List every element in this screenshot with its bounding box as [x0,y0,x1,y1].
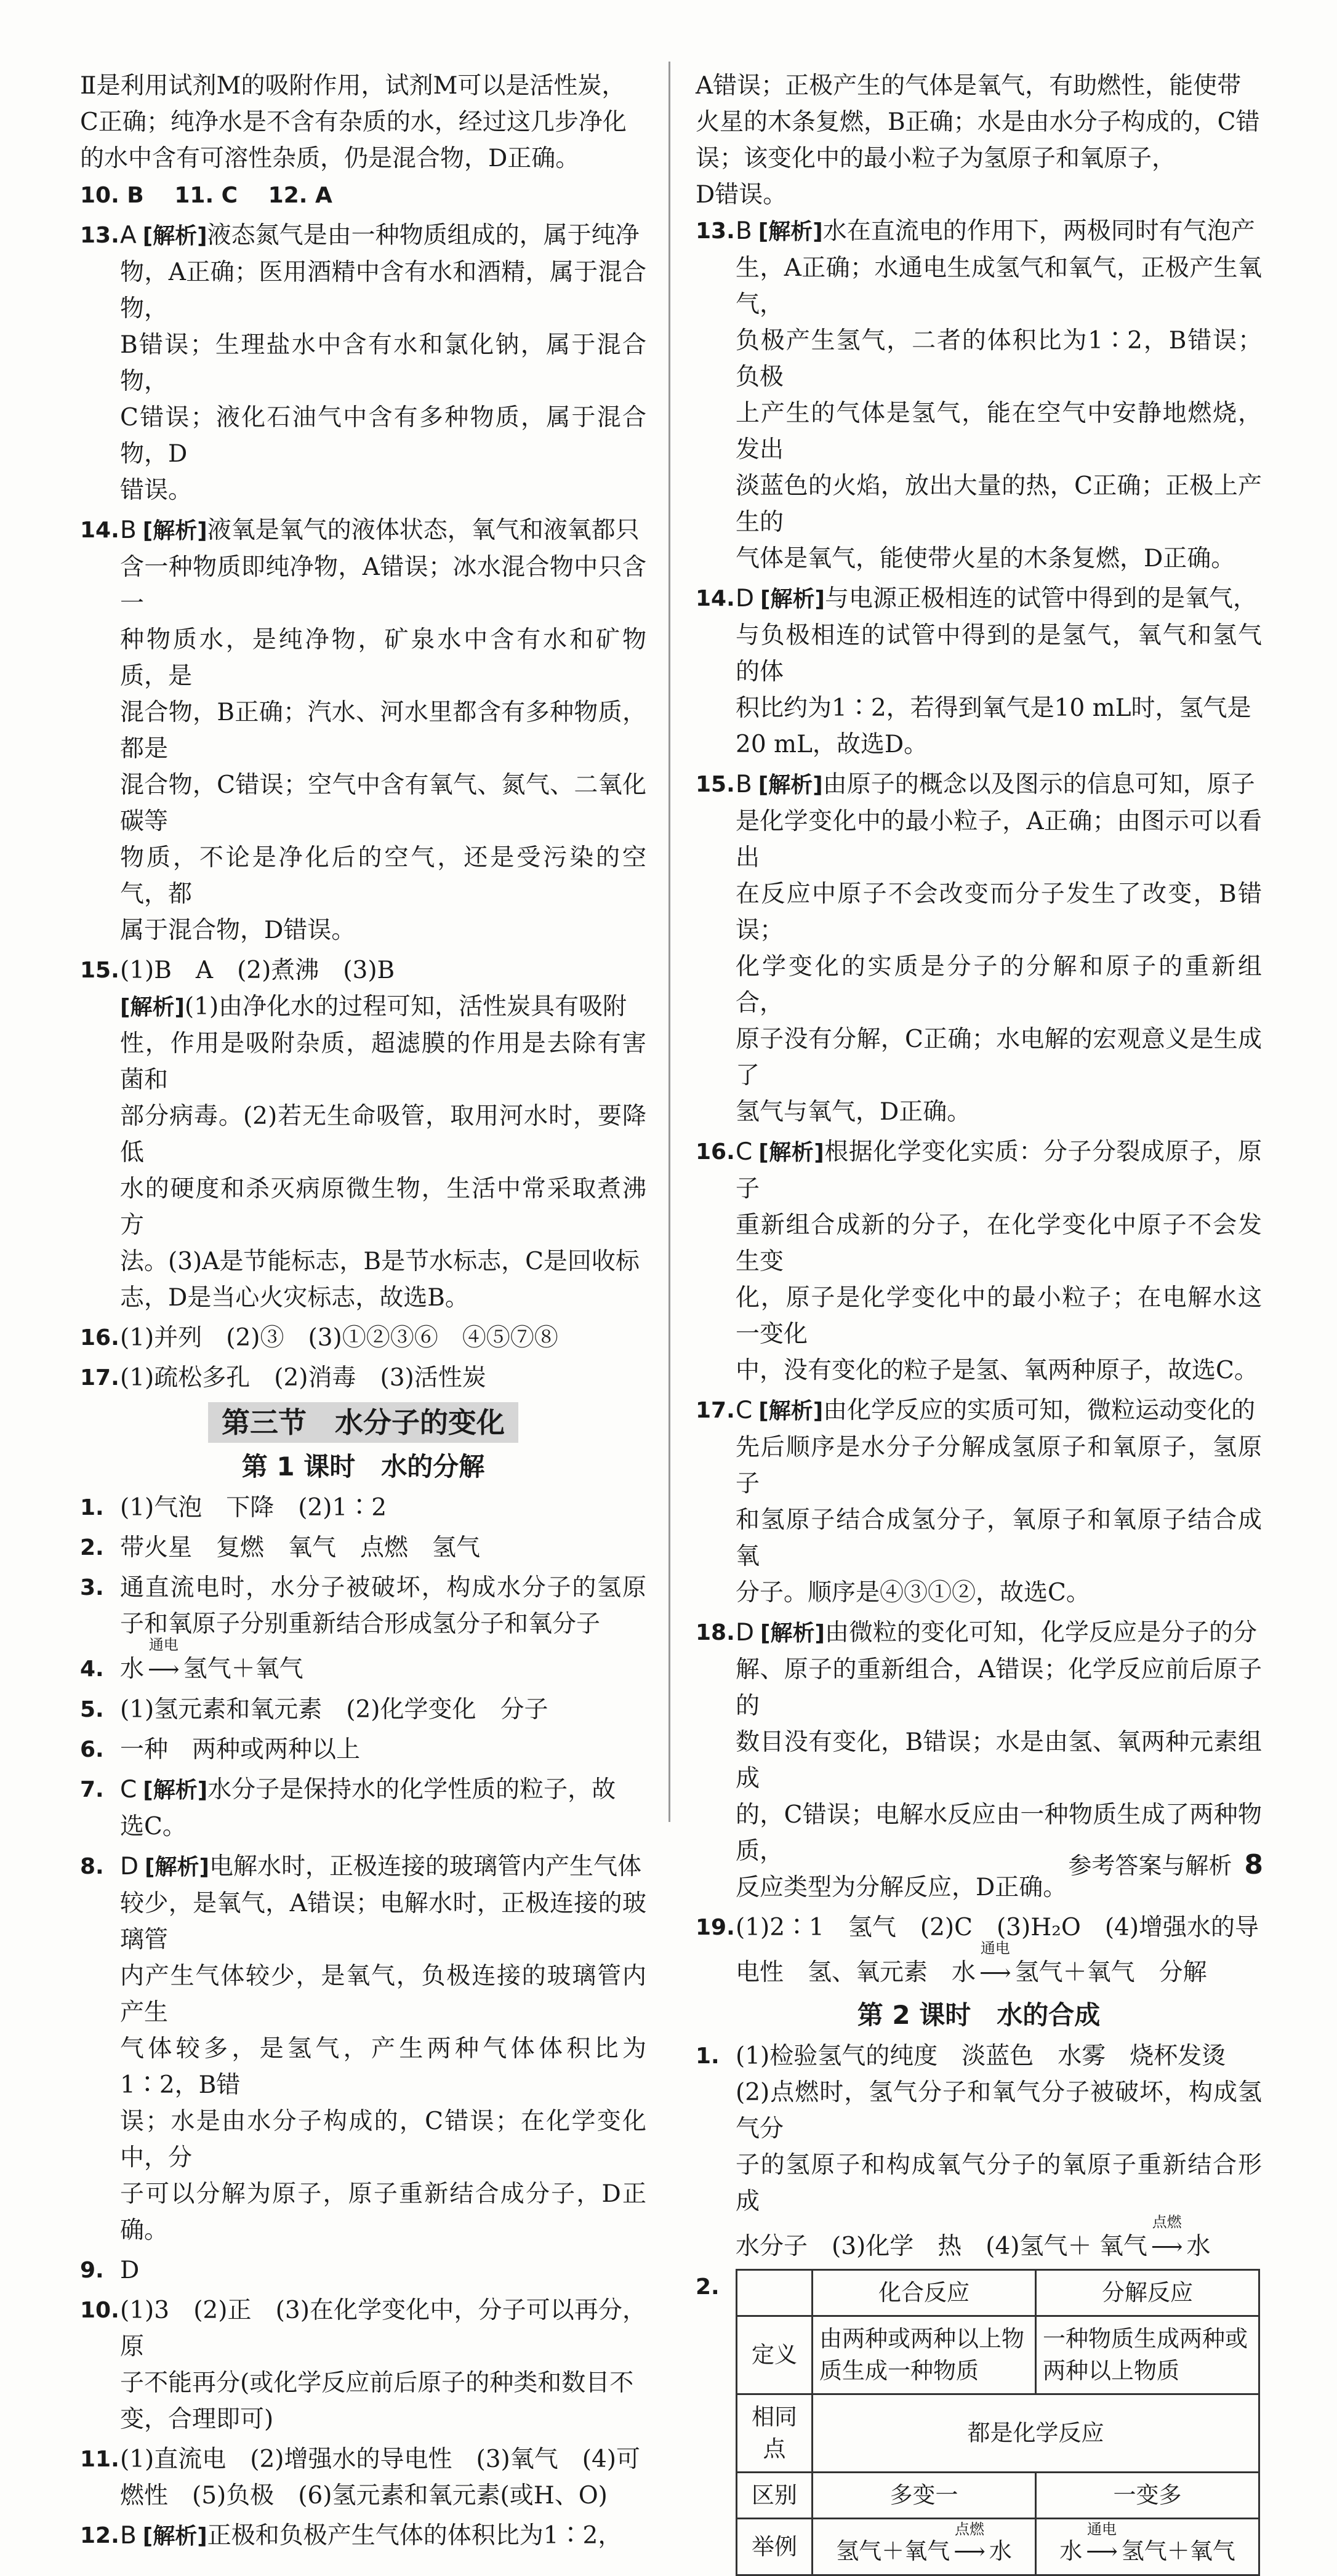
l1-answer-6 [80,1731,646,1768]
row-label: 定义 [737,2316,813,2394]
answer-text: (1)疏松多孔 (2)消毒 (3)活性炭 [120,1364,486,1392]
analysis-text: 混合物，C错误；空气中含有氧气、氮气、二氧化碳等 [120,771,646,835]
answer-text: (2)点燃时，氢气分子和氧气分子被破坏，构成氢气分 [736,2079,1262,2143]
question-number: 15. [80,958,119,983]
analysis-text: 原子没有分解，C正确；水电解的宏观意义是生成了 [736,1025,1262,1089]
intro-line: 火星的木条复燃，B正确；水是由水分子构成的，C错 [696,108,1260,136]
r-answer-17 [696,1392,1262,1611]
answer-choice: D [736,585,755,612]
lesson-title: 第 2 课时 水的合成 [857,2000,1101,2030]
analysis-tag: [解析] [758,219,823,244]
table-header: 分解反应 [1036,2270,1259,2316]
question-number: 1. [696,2044,720,2069]
reaction-condition: 通电 [148,1636,179,1653]
answer-10: 10. B [80,183,144,208]
question-number: 1. [80,1495,104,1520]
lesson-title: 第 1 课时 水的分解 [241,1451,485,1482]
analysis-text: 水的硬度和杀灭病原微生物，生活中常采取煮沸方 [120,1175,646,1239]
question-number: 3. [80,1575,104,1600]
question-number: 16. [696,1139,735,1165]
analysis-text: 根据化学变化实质：分子分裂成原子，原子 [736,1138,1262,1203]
section-title [80,1402,646,1443]
analysis-text: 种物质水，是纯净物，矿泉水中含有水和矿物质，是 [120,626,646,690]
question-number: 18. [696,1620,735,1645]
analysis-text: 上产生的气体是氢气，能在空气中安静地燃烧，发出 [736,399,1262,463]
equation-product: 氢气＋氧气 [1121,2538,1235,2564]
question-number: 9. [80,2258,104,2283]
answer-17 [80,1360,646,1396]
analysis-text: 先后顺序是水分子分解成氢原子和氧原子，氢原子 [736,1434,1262,1498]
l2-answer-1 [696,2038,1262,2265]
reaction-arrow: 通电 ⟶ [976,1954,1015,1991]
answer-choice: D [120,1853,139,1880]
footer-label: 参考答案与解析 [1068,1852,1232,1879]
analysis-text: 属于混合物，D错误。 [120,917,356,944]
answer-choice: D [736,1619,755,1647]
answer-text: (1)气泡 下降 (2)1∶2 [120,1494,387,1522]
reaction-arrow: 点燃 ⟶ [950,2535,989,2568]
analysis-tag: [解析] [760,587,825,612]
question-number: 14. [696,586,735,611]
question-number: 16. [80,1325,119,1350]
analysis-text: 子可以分解为原子，原子重新结合成分子，D正确。 [120,2180,646,2244]
question-number: 10. [80,2298,119,2323]
table-row [737,2473,1259,2519]
analysis-text: 混合物，B正确；汽水、河水里都含有多种物质，都是 [120,699,646,763]
equation-product: 水 [989,2538,1012,2564]
r-answer-13 [696,213,1262,577]
answer-text: (1)3 (2)正 (3)在化学变化中，分子可以再分，原 [120,2297,646,2361]
analysis-text: 解、原子的重新组合，A错误；化学反应前后原子的 [736,1656,1262,1720]
analysis-text: 较少，是氧气，A错误；电解水时，正极连接的玻璃管 [120,1890,646,1954]
table-row [737,2519,1259,2575]
intro-line: 误；该变化中的最小粒子为氢原子和氧原子， [696,145,1176,172]
answer-choice: (1)B A (2)煮沸 (3)B [120,957,395,984]
l1-answer-4 [80,1636,646,1688]
reaction-arrow: 点燃 ⟶ [1147,2228,1187,2265]
answer-14 [80,512,646,949]
analysis-text: 氢气与氧气，D正确。 [736,1098,971,1126]
analysis-tag: [解析] [142,223,207,249]
analysis-text: 法。(3)A是节能标志，B是节水标志，C是回收标 [120,1248,640,1275]
analysis-text: 分子。顺序是④③①②，故选C。 [736,1579,1090,1607]
l1-answer-12 [80,2518,646,2554]
analysis-text: 部分病毒。(2)若无生命吸管，取用河水时，要降低 [120,1102,646,1166]
answer-text: D [120,2257,140,2284]
question-number: 14. [80,518,119,543]
table-cell: 由两种或两种以上物质生成一种物质 [813,2316,1036,2394]
table-row [737,2270,1259,2316]
right-column [696,68,1262,2576]
l1-answer-9 [80,2252,646,2289]
answer-choice: B [736,217,752,245]
left-column [80,68,646,2558]
table-header: 化合反应 [813,2270,1036,2316]
analysis-tag: [解析] [758,1140,824,1165]
l1-answer-2 [80,1530,646,1566]
question-number: 2. [696,2274,720,2300]
l1-answer-7 [80,1772,646,1845]
question-number: 17. [696,1398,735,1423]
answer-text: 燃性 (5)负极 (6)氢元素和氧元素(或H、O) [120,2482,608,2510]
analysis-text: 反应类型为分解反应，D正确。 [736,1874,1067,1901]
table-cell [813,2519,1036,2575]
analysis-text: 志，D是当心火灾标志，故选B。 [120,1284,469,1312]
l1-answer-1 [80,1490,646,1526]
analysis-text: 淡蓝色的火焰，放出大量的热，C正确；正极上产生的 [736,472,1262,536]
answer-choice: B [120,516,137,544]
question-number: 11. [80,2447,119,2472]
question-number: 7. [80,1777,104,1802]
question-number: 13. [80,223,119,248]
analysis-tag: [解析] [145,1855,209,1880]
intro-line: A错误；正极产生的气体是氧气，有助燃性，能使带 [696,72,1242,100]
analysis-text: 由微粒的变化可知，化学反应是分子的分 [824,1619,1257,1647]
r-answer-15 [696,766,1262,1130]
answer-16 [80,1320,646,1356]
analysis-text: 误；水是由水分子构成的，C错误；在化学变化中，分 [120,2108,646,2172]
question-number: 12. [80,2523,119,2548]
analysis-text: 化学变化的实质是分子的分解和原子的重新组合， [736,953,1262,1017]
analysis-tag: [解析] [758,772,823,798]
answer-15 [80,952,646,1316]
answer-text: (1)氢元素和氧元素 (2)化学变化 分子 [120,1696,548,1723]
analysis-text: 在反应中原子不会改变而分子发生了改变，B错误； [736,880,1262,944]
analysis-tag: [解析] [142,518,207,544]
analysis-text: 内产生气体较少，是氧气，负极连接的玻璃管内产生 [120,1962,646,2026]
reaction-condition: 点燃 [1152,2213,1182,2231]
analysis-text: (1)由净化水的过程可知，活性炭具有吸附 [184,993,627,1021]
question-number: 8. [80,1854,104,1879]
answer-text: 水 [1186,2233,1211,2260]
left-intro [80,68,646,177]
l1-answer-8 [80,1848,646,2249]
analysis-text: 选C。 [120,1813,187,1840]
equation-reactant: 氢气＋氧气 [836,2538,950,2564]
answer-text: (1)2∶1 氢气 (2)C (3)H₂O (4)增强水的导 [736,1914,1259,1941]
analysis-text: 20 mL，故选D。 [736,731,928,758]
equation-reactant: 水 [120,1655,145,1683]
answer-text: (1)并列 (2)③ (3)①②③⑥ ④⑤⑦⑧ [120,1324,558,1352]
l2-answer-2 [696,2269,1262,2576]
analysis-text: 液氧是氧气的液体状态，氧气和液氧都只 [207,516,640,544]
answer-choice: A [120,222,137,249]
analysis-text: 与电源正极相连的试管中得到的是氧气， [824,585,1257,612]
r-answer-14 [696,580,1262,763]
answer-text: 通直流电时，水分子被破坏，构成水分子的氢原子和氧原子分别重新结合形成氢分子和氧分子 [120,1574,646,1638]
table-cell: 一种物质生成两种或两种以上物质 [1036,2316,1259,2394]
answer-choice: C [736,1138,753,1166]
r-answer-19 [696,1909,1262,1991]
analysis-text: 性，作用是吸附杂质，超滤膜的作用是去除有害菌和 [120,1030,646,1094]
equation-product: 氢气＋氧气 [183,1655,303,1683]
equation-reactant: 水 [1059,2538,1083,2564]
answers-10-12 [80,177,646,214]
analysis-text: 由原子的概念以及图示的信息可知，原子 [822,771,1255,798]
analysis-text: 的，C错误；电解水反应由一种物质生成了两种物质， [736,1801,1262,1865]
analysis-text: 气体是氧气，能使带火星的木条复燃，D正确。 [736,545,1235,572]
reaction-condition: 通电 [1086,2521,1117,2538]
analysis-text: 水在直流电的作用下，两极同时有气泡产 [822,217,1255,245]
answer-text: (1)检验氢气的纯度 淡蓝色 水雾 烧杯发烫 [736,2042,1226,2070]
question-number: 2. [80,1535,104,1560]
analysis-text: 重新组合成新的分子，在化学变化中原子不会发生变 [736,1211,1262,1275]
column-divider [668,62,670,1822]
answer-text: 变，合理即可) [120,2405,274,2433]
reaction-arrow: 通电 ⟶ [1082,2535,1122,2568]
intro-line: C正确；纯净水是不含有杂质的水，经过这几步净化 [80,108,627,136]
l1-answer-5 [80,1691,646,1728]
row-label: 举例 [737,2519,813,2575]
question-number: 15. [696,772,735,797]
table-cell [737,2270,813,2316]
analysis-text: 水分子是保持水的化学性质的粒子，故 [207,1776,616,1804]
answer-choice: C [736,1397,753,1424]
row-label: 区别 [737,2473,813,2519]
page-footer [1068,1847,1263,1880]
intro-line: Ⅱ是利用试剂M的吸附作用，试剂M可以是活性炭， [80,72,626,100]
table-cell: 都是化学反应 [813,2394,1259,2473]
intro-line: 的水中含有可溶性杂质，仍是混合物，D正确。 [80,145,580,172]
analysis-text: 负极产生氢气，二者的体积比为1∶2，B错误；负极 [736,327,1262,391]
answer-text: 氢气＋氧气 分解 [1014,1959,1207,1986]
answer-11: 11. C [174,183,238,208]
reaction-comparison-table [736,2269,1260,2576]
analysis-text: 中，没有变化的粒子是氢、氧两种原子，故选C。 [736,1357,1258,1384]
answer-choice: C [120,1776,137,1804]
analysis-text: 化，原子是化学变化中的最小粒子；在电解水这一变化 [736,1284,1262,1348]
reaction-arrow: 通电 ⟶ [144,1651,183,1688]
table-row [737,2316,1259,2394]
question-number: 4. [80,1656,104,1682]
answer-text: 电性 氢、氧元素 水 [736,1959,976,1986]
analysis-tag: [解析] [143,1778,208,1803]
answer-12: 12. A [268,183,332,208]
l1-answer-10 [80,2292,646,2438]
analysis-text: 物质，不论是净化后的空气，还是受污染的空气，都 [120,844,646,908]
question-number: 17. [80,1365,119,1390]
question-number: 6. [80,1737,104,1762]
table-cell: 一变多 [1036,2473,1259,2519]
analysis-text: 含一种物质即纯净物，A错误；冰水混合物中只含一 [120,553,646,617]
page-number: 8 [1244,1849,1263,1880]
section-title-text: 第三节 水分子的变化 [208,1402,518,1443]
answer-text: 子的氢原子和构成氧气分子的氧原子重新结合形成 [736,2151,1262,2215]
analysis-text: 电解水时，正极连接的玻璃管内产生气体 [209,1853,641,1880]
answer-choice: B [736,771,752,798]
right-intro [696,68,1262,213]
table-row [737,2394,1259,2473]
analysis-text: B错误；生理盐水中含有水和氯化钠，属于混合物， [120,331,646,395]
analysis-text: 物，A正确；医用酒精中含有水和酒精，属于混合物， [120,259,646,323]
analysis-tag: [解析] [142,2524,207,2549]
analysis-text: 和氢原子结合成氢分子，氧原子和氧原子结合成氧 [736,1506,1262,1570]
answer-text: 子不能再分(或化学反应前后原子的种类和数目不 [120,2369,634,2397]
analysis-tag: [解析] [120,995,185,1020]
analysis-text: 液态氮气是由一种物质组成的，属于纯净 [207,222,640,249]
table-cell [1036,2519,1259,2575]
analysis-text: 生，A正确；水通电生成氢气和氧气，正极产生氧气， [736,254,1262,318]
analysis-tag: [解析] [758,1398,824,1424]
analysis-text: C错误；液化石油气中含有多种物质，属于混合物，D [120,404,646,468]
l1-answer-11 [80,2441,646,2514]
reaction-condition: 通电 [980,1940,1010,1957]
analysis-tag: [解析] [760,1621,825,1646]
analysis-text: 由化学反应的实质可知，微粒运动变化的 [823,1397,1256,1424]
analysis-text: 错误。 [120,476,193,504]
answer-choice: B [120,2522,137,2550]
question-number: 13. [696,219,735,244]
l1-answer-3 [80,1570,646,1642]
analysis-text: 数目没有变化，B错误；水是由氢、氧两种元素组成 [736,1728,1262,1792]
answer-text: 一种 两种或两种以上 [120,1736,361,1763]
analysis-text: 正极和负极产生气体的体积比为1∶2， [207,2522,622,2550]
r-answer-16 [696,1134,1262,1389]
answer-text: 带火星 复燃 氧气 点燃 氢气 [120,1534,481,1562]
question-number: 5. [80,1697,104,1722]
table-cell: 多变一 [813,2473,1036,2519]
question-number: 19. [696,1915,735,1940]
analysis-text: 积比约为1∶2，若得到氧气是10 mL时，氢气是 [736,694,1251,722]
intro-line: D错误。 [696,181,787,209]
analysis-text: 与负极相连的试管中得到的是氢气，氧气和氢气的体 [736,622,1262,686]
row-label: 相同点 [737,2394,813,2473]
analysis-text: 气体较多，是氢气，产生两种气体体积比为1∶2，B错 [120,2035,646,2099]
answer-text: 水分子 (3)化学 热 (4)氢气＋ 氧气 [736,2233,1147,2260]
answer-text: (1)直流电 (2)增强水的导电性 (3)氧气 (4)可 [120,2446,640,2473]
analysis-text: 是化学变化中的最小粒子，A正确；由图示可以看出 [736,808,1262,872]
answer-13 [80,217,646,508]
reaction-condition: 点燃 [954,2521,984,2538]
